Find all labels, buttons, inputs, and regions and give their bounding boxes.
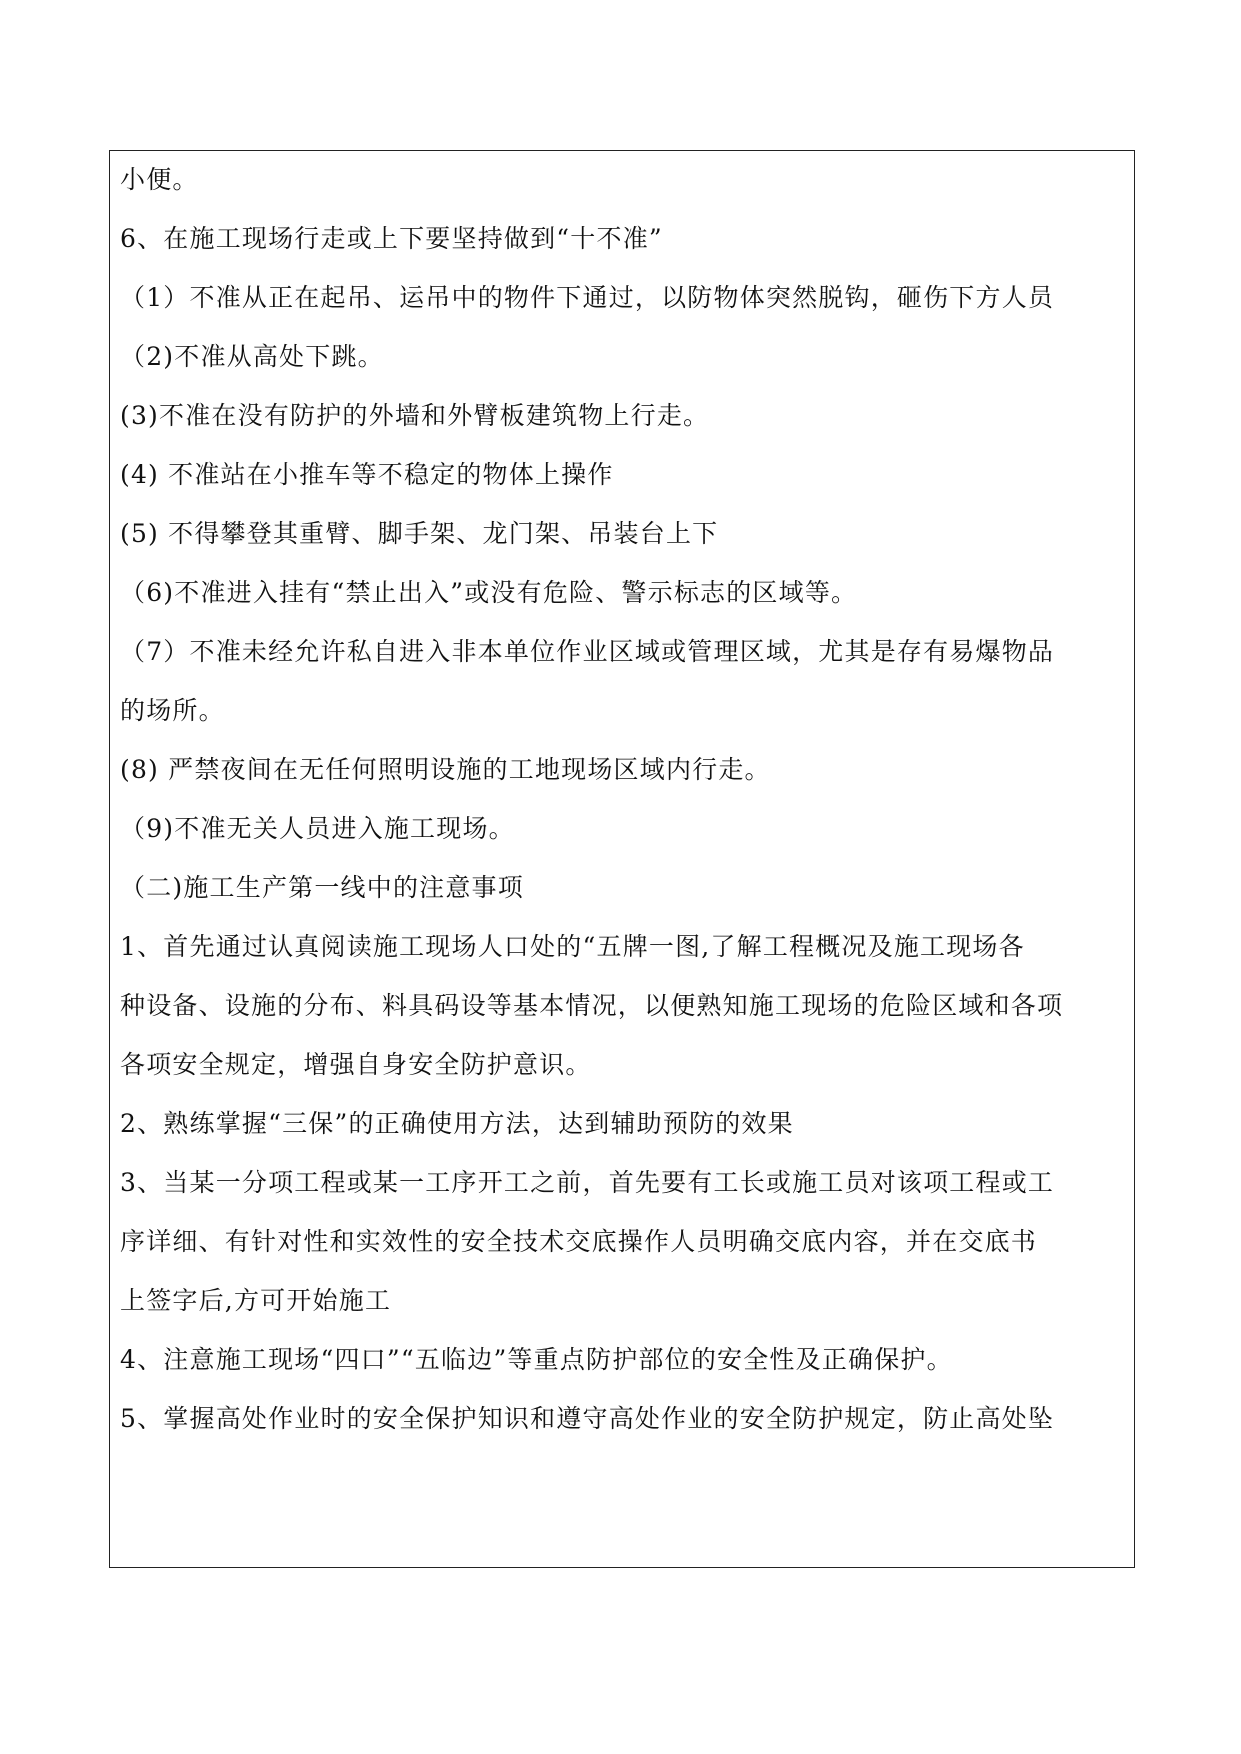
text-line: 5、掌握高处作业时的安全保护知识和遵守高处作业的安全防护规定，防止高处坠	[120, 1404, 1055, 1433]
text-line: 各项安全规定，增强自身安全防护意识。	[120, 1050, 592, 1079]
text-line: （二)施工生产第一线中的注意事项	[120, 873, 524, 902]
text-line: 的场所。	[120, 696, 225, 725]
text-line: 2、熟练掌握“三保”的正确使用方法，达到辅助预防的效果	[120, 1109, 794, 1138]
text-line: （6)不准进入挂有“禁止出入”或没有危险、警示标志的区域等。	[120, 578, 858, 607]
text-line: 1、首先通过认真阅读施工现场人口处的“五牌一图,了解工程概况及施工现场各	[120, 932, 1025, 961]
text-line: （1）不准从正在起吊、运吊中的物件下通过，以防物体突然脱钩，砸伤下方人员	[120, 283, 1055, 312]
text-line: (3)不准在没有防护的外墙和外臂板建筑物上行走。	[120, 401, 710, 430]
text-line: （2)不准从高处下跳。	[120, 342, 384, 371]
text-line: 4、注意施工现场“四口”“五临边”等重点防护部位的安全性及正确保护。	[120, 1345, 953, 1374]
document-frame	[109, 150, 1135, 1568]
text-line: （7）不准未经允许私自进入非本单位作业区域或管理区域，尤其是存有易爆物品	[120, 637, 1055, 666]
text-line: (8) 严禁夜间在无任何照明设施的工地现场区域内行走。	[120, 755, 771, 784]
text-line: （9)不准无关人员进入施工现场。	[120, 814, 515, 843]
text-line: 小便。	[120, 165, 199, 194]
text-line: 6、在施工现场行走或上下要坚持做到“十不准”	[120, 224, 663, 253]
text-line: (5) 不得攀登其重臂、脚手架、龙门架、吊装台上下	[120, 519, 719, 548]
text-line: (4) 不准站在小推车等不稳定的物体上操作	[120, 460, 614, 489]
text-line: 3、当某一分项工程或某一工序开工之前，首先要有工长或施工员对该项工程或工	[120, 1168, 1055, 1197]
text-line: 序详细、有针对性和实效性的安全技术交底操作人员明确交底内容，并在交底书	[120, 1227, 1038, 1256]
text-line: 上签字后,方可开始施工	[120, 1286, 392, 1315]
text-line: 种设备、设施的分布、料具码设等基本情况，以便熟知施工现场的危险区域和各项	[120, 991, 1064, 1020]
